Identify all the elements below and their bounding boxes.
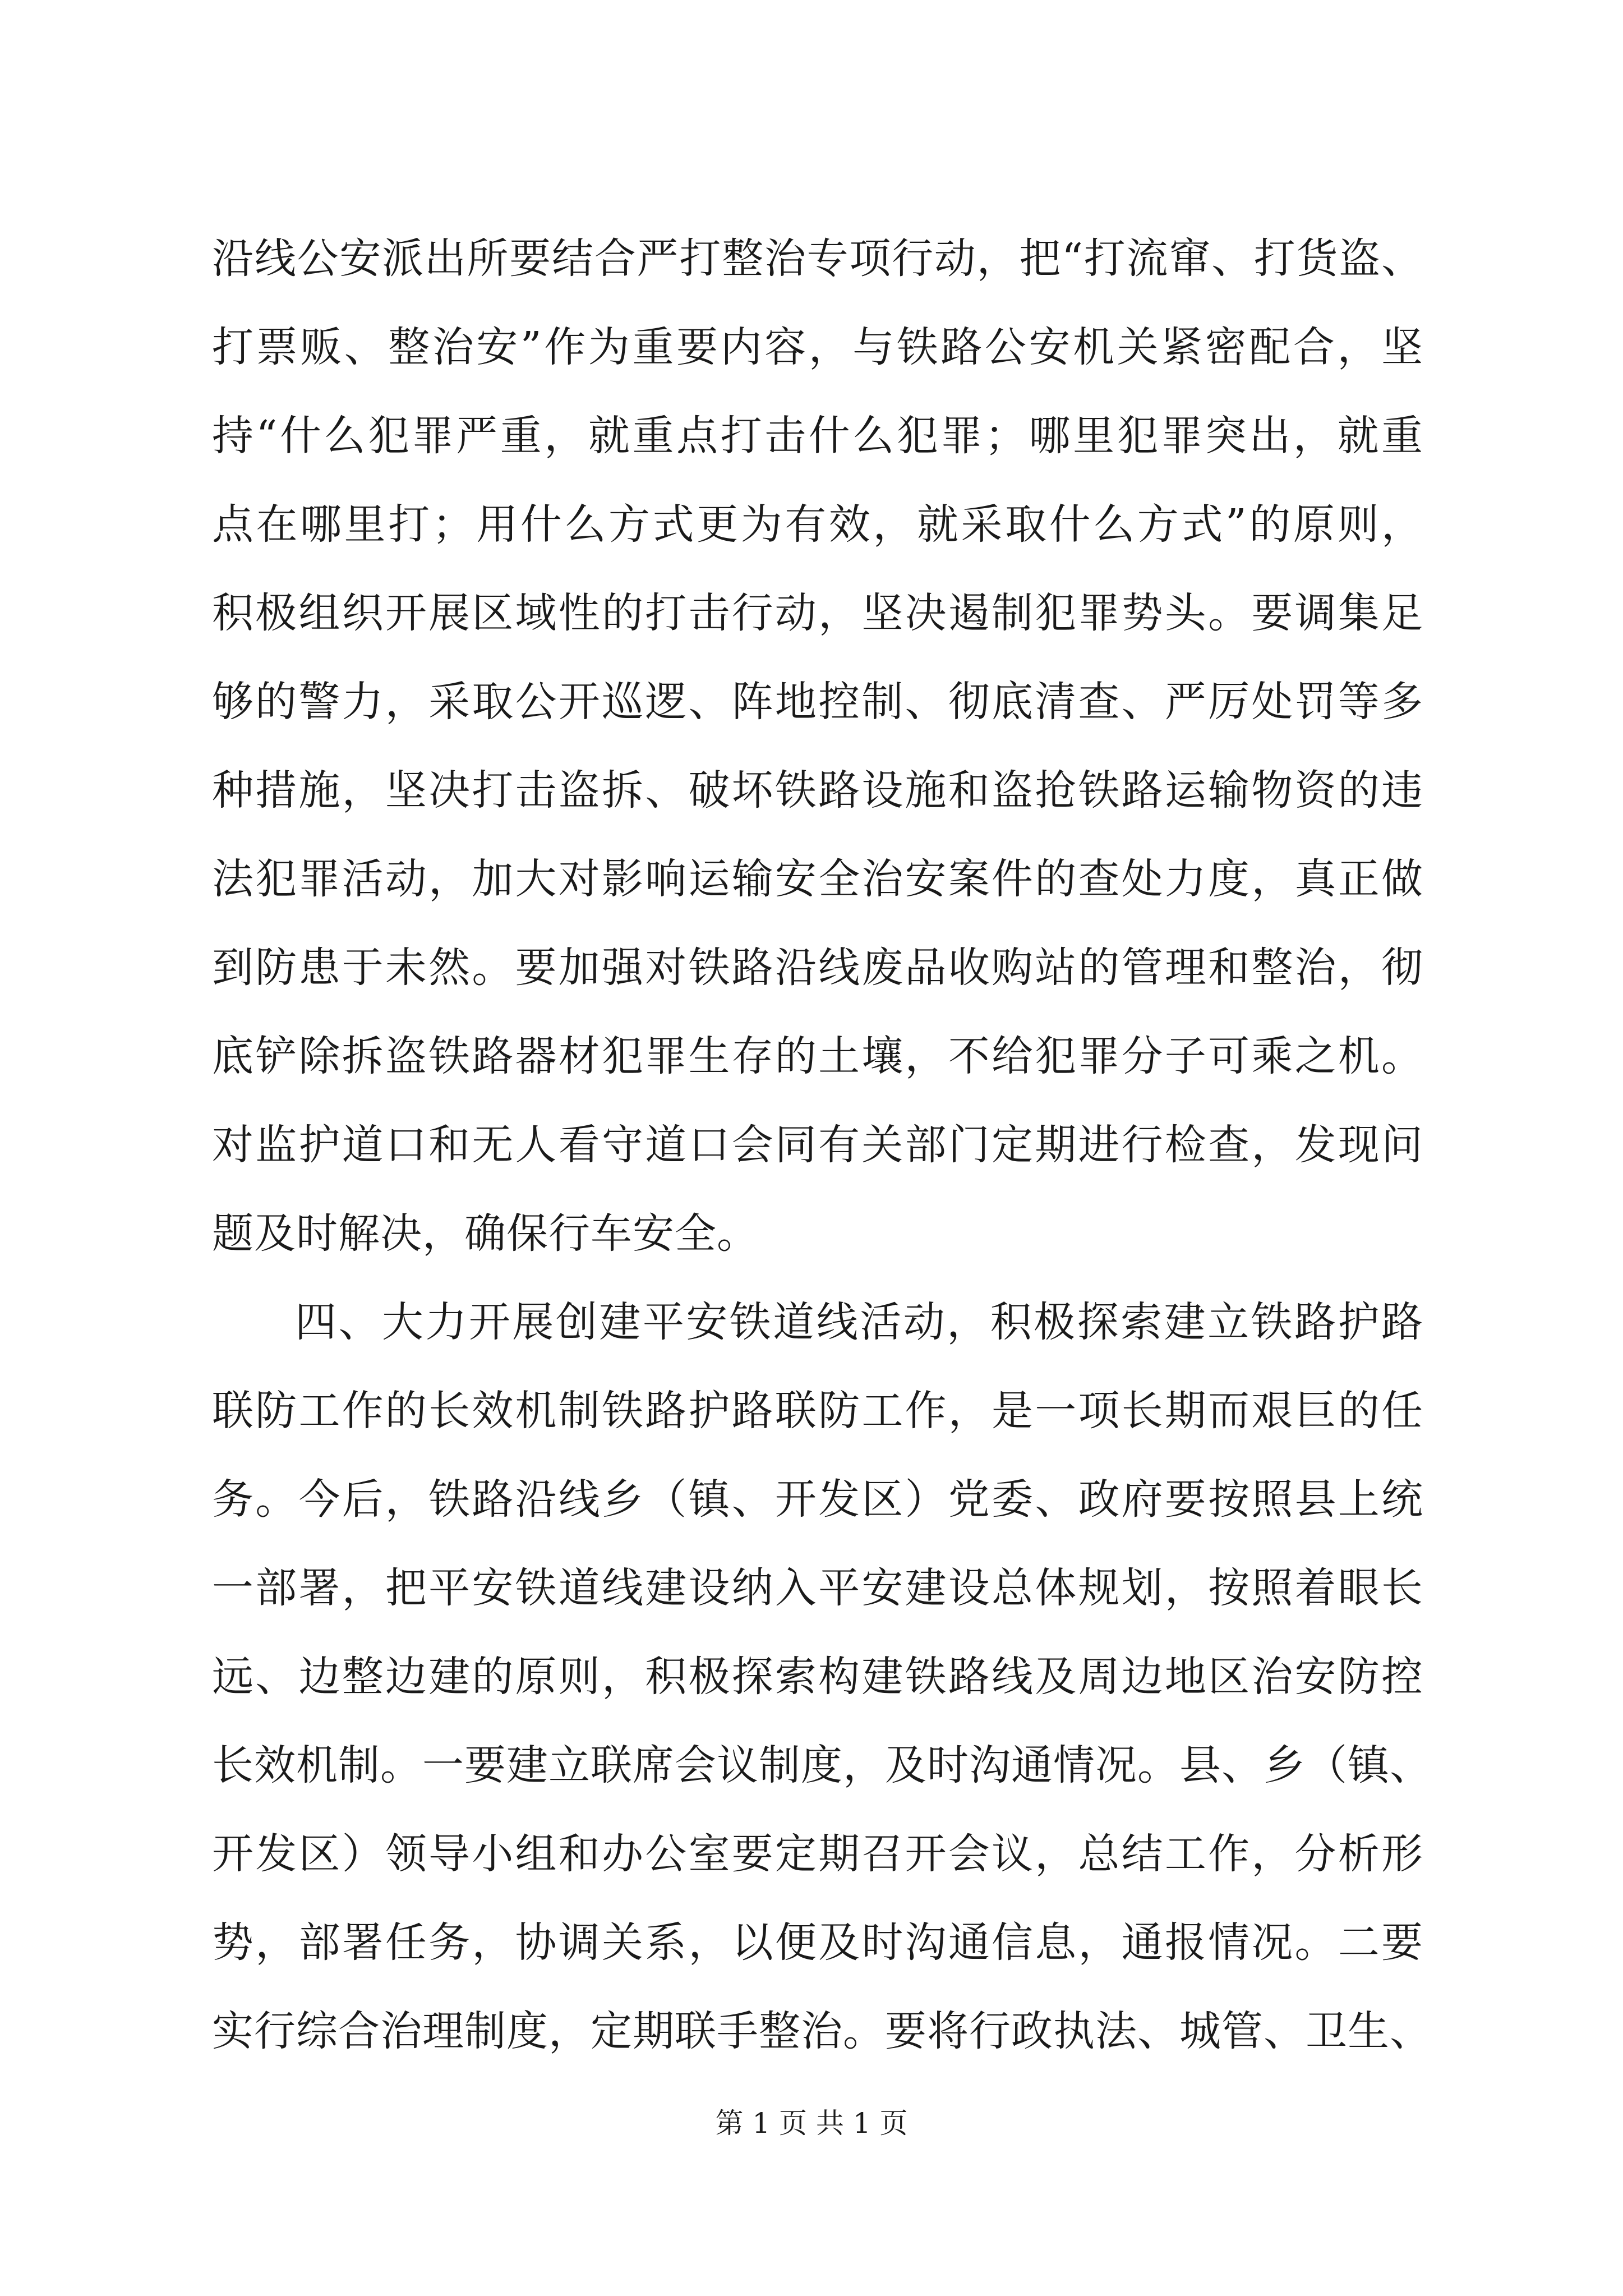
- text-line: 务。今后，铁路沿线乡（镇、开发区）党委、政府要按照县上统: [212, 1475, 1423, 1524]
- body-text: [212, 214, 1432, 2076]
- text-line: 持“什么犯罪严重，就重点打击什么犯罪；哪里犯罪突出，就重: [212, 412, 1423, 460]
- text-line: 种措施，坚决打击盗拆、破坏铁路设施和盗抢铁路运输物资的违: [212, 766, 1423, 815]
- text-line: 够的警力，采取公开巡逻、阵地控制、彻底清查、严厉处罚等多: [212, 678, 1423, 726]
- page-number-footer: 第 1 页 共 1 页: [715, 2107, 908, 2139]
- text-line: 长效机制。一要建立联席会议制度，及时沟通情况。县、乡（镇、: [212, 1741, 1432, 1789]
- text-line: 沿线公安派出所要结合严打整治专项行动，把“打流窜、打货盗、: [212, 234, 1423, 283]
- text-line: 题及时解决，确保行车安全。: [212, 1209, 759, 1258]
- text-line: 对监护道口和无人看守道口会同有关部门定期进行检查，发现问: [212, 1121, 1423, 1169]
- text-line: 点在哪里打；用什么方式更为有效，就采取什么方式”的原则，: [212, 500, 1423, 549]
- text-line: 远、边整边建的原则，积极探索构建铁路线及周边地区治安防控: [212, 1653, 1423, 1701]
- text-line: 开发区）领导小组和办公室要定期召开会议，总结工作，分析形: [212, 1830, 1423, 1878]
- text-line: 底铲除拆盗铁路器材犯罪生存的土壤，不给犯罪分子可乘之机。: [212, 1032, 1423, 1080]
- text-line: 势，部署任务，协调关系，以便及时沟通信息，通报情况。二要: [212, 1918, 1423, 1967]
- text-line: 实行综合治理制度，定期联手整治。要将行政执法、城管、卫生、: [212, 2007, 1432, 2055]
- paragraph-heading-line: 四、大力开展创建平安铁道线活动，积极探索建立铁路护路: [295, 1298, 1423, 1346]
- text-line: 联防工作的长效机制铁路护路联防工作，是一项长期而艰巨的任: [212, 1387, 1423, 1435]
- text-line: 一部署，把平安铁道线建设纳入平安建设总体规划，按照着眼长: [212, 1564, 1423, 1612]
- text-line: 到防患于未然。要加强对铁路沿线废品收购站的管理和整治，彻: [212, 944, 1423, 992]
- text-line: 积极组织开展区域性的打击行动，坚决遏制犯罪势头。要调集足: [212, 589, 1423, 637]
- text-line: 打票贩、整治安”作为重要内容，与铁路公安机关紧密配合，坚: [212, 323, 1423, 371]
- text-line: 法犯罪活动，加大对影响运输安全治安案件的查处力度，真正做: [212, 855, 1423, 903]
